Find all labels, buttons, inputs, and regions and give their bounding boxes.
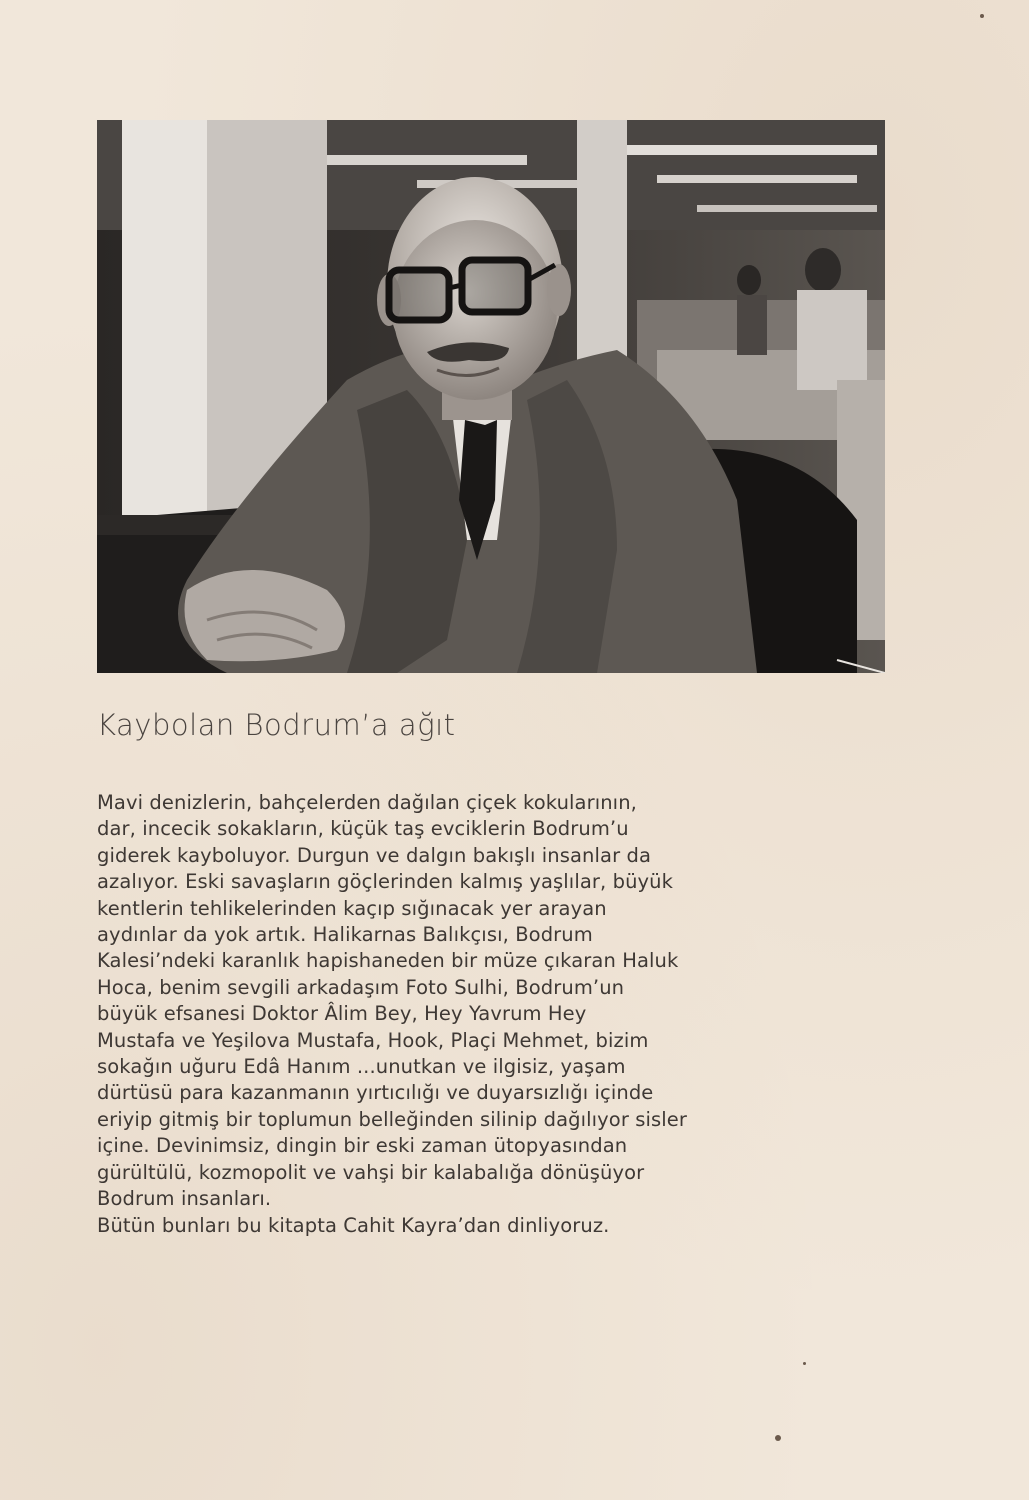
blurb-line: aydınlar da yok artık. Halikarnas Balıkçısı, Bodrum [97,923,593,947]
blurb-line: Bütün bunları bu kitapta Cahit Kayra’dan dinliyoruz. [97,1213,610,1237]
blurb-paragraph [97,790,797,1239]
book-title: Kaybolan Bodrum’a ağıt [97,708,456,742]
blurb-line: gürültülü, kozmopolit ve vahşi bir kalabalığa dönüşüyor [97,1160,645,1184]
blurb-line: dar, incecik sokakların, küçük taş evciklerin Bodrum’u [97,817,629,841]
paper-speck [980,14,984,18]
blurb-line: kentlerin tehlikelerinden kaçıp sığınacak yer arayan [97,896,607,920]
author-photo [97,120,885,673]
blurb-line: içine. Devinimsiz, dingin bir eski zaman ütopyasından [97,1134,628,1158]
blurb-line: Bodrum insanları. [97,1187,272,1211]
blurb-line: büyük efsanesi Doktor Âlim Bey, Hey Yavrum Hey [97,1002,587,1026]
blurb-line: sokağın uğuru Edâ Hanım ...unutkan ve ilgisiz, yaşam [97,1055,626,1079]
blurb-line: azalıyor. Eski savaşların göçlerinden kalmış yaşlılar, büyük [97,870,674,894]
blurb-line: eriyip gitmiş bir toplumun belleğinden silinip dağılıyor sisler [97,1107,688,1131]
blurb-line: giderek kayboluyor. Durgun ve dalgın bakışlı insanlar da [97,843,652,867]
paper-speck [775,1435,781,1441]
blurb-line: Mustafa ve Yeşilova Mustafa, Hook, Plaçi Mehmet, bizim [97,1028,649,1052]
blurb-line: dürtüsü para kazanmanın yırtıcılığı ve duyarsızlığı içinde [97,1081,654,1105]
blurb-line: Mavi denizlerin, bahçelerden dağılan çiçek kokularının, [97,791,637,814]
paper-speck [803,1362,806,1365]
blurb-line: Kalesi’ndeki karanlık hapishaneden bir müze çıkaran Haluk [97,949,679,973]
blurb-line: Hoca, benim sevgili arkadaşım Foto Sulhi, Bodrum’un [97,975,625,999]
